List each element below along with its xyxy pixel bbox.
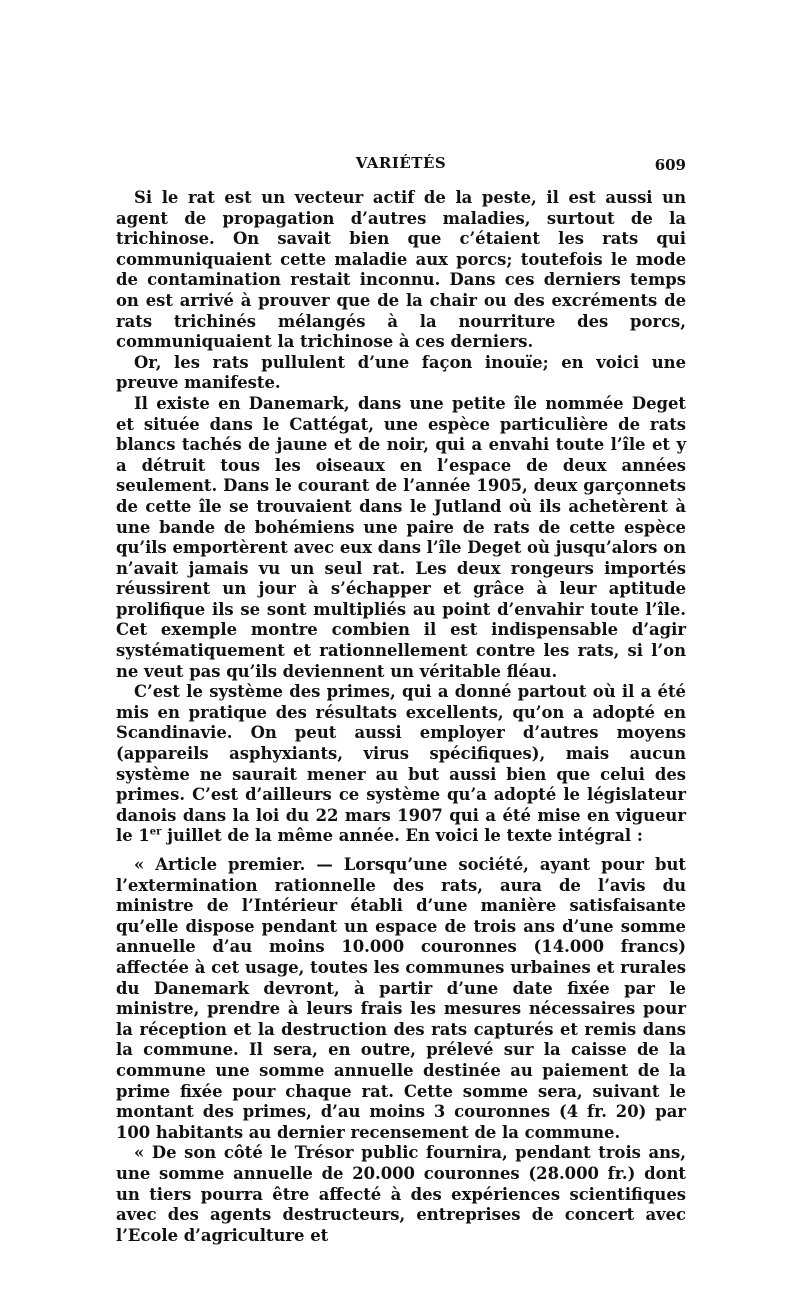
- page-number: 609: [654, 156, 686, 174]
- bounty-text-start: C’est le système des primes, qui a donné partout où il a été mis en pratique des résultats excellents, qu’on a adopté en Scandinavie. On peut aussi employer d’autres moyens (appareils asphyxiants, virus spécifiques), mais aucun système ne saurait mener au but aussi bien que celui des primes. C’est d’ailleurs ce système qu’a adopté le législateur danois dans la loi du 22 mars 1907 qui a été mise en vigueur le 1: [116, 682, 686, 846]
- ordinal-superscript: er: [149, 826, 162, 838]
- bounty-text-end: juillet de la même année. En voici le texte intégral :: [161, 826, 643, 846]
- paragraph-trichinosis: Si le rat est un vecteur actif de la peste, il est aussi un agent de propagation d’autres maladies, surtout de la trichinose. On savait bien que c’étaient les rats qui communiquaient cette maladie aux porcs; toutefois le mode de contamination restait inconnu. Dans ces derniers temps on est arrivé à prouver que de la chair ou des excréments de rats trichinés mélangés à la nourriture des porcs, communiquaient la trichinose à ces derniers.: [116, 188, 686, 352]
- paragraph-bounty-system: [116, 682, 686, 847]
- book-page: [116, 150, 686, 1246]
- body-text: [116, 188, 686, 1246]
- running-title: VARIÉTÉS: [355, 154, 447, 172]
- paragraph-deget-island: Il existe en Danemark, dans une petite île nommée Deget et située dans le Cattégat, une espèce particulière de rats blancs tachés de jaune et de noir, qui a envahi toute l’île et y a détruit tous les oiseaux en l’espace de deux années seulement. Dans le courant de l’année 1905, deux garçonnets de cette île se trouvaient dans le Jutland où ils achetèrent à une bande de bohémiens une paire de rats de cette espèce qu’ils emportèrent avec eux dans l’île Deget où jusqu’alors on n’avait jamais vu un seul rat. Les deux rongeurs importés réussirent un jour à s’échapper et grâce à leur aptitude prolifique ils se sont multipliés au point d’envahir toute l’île. Cet exemple montre combien il est indispensable d’agir systématiquement et rationnellement contre les rats, si l’on ne veut pas qu’ils deviennent un véritable fléau.: [116, 393, 686, 681]
- paragraph-tresor-public: « De son côté le Trésor public fournira, pendant trois ans, une somme annuelle de 20.000 couronnes (28.000 fr.) dont un tiers pourra être affecté à des expériences scientifiques avec des agents destructeurs, entreprises de concert avec l’Ecole d’agriculture et: [116, 1143, 686, 1245]
- running-header: [116, 150, 686, 176]
- paragraph-rats-pullulate: Or, les rats pullulent d’une façon inouïe; en voici une preuve manifeste.: [116, 352, 686, 393]
- paragraph-article-premier: « Article premier. — Lorsqu’une société, ayant pour but l’extermination rationnelle des rats, aura de l’avis du ministre de l’Intérieur établi d’une manière satisfaisante qu’elle dispose pendant un espace de trois ans d’une somme annuelle d’au moins 10.000 couronnes (14.000 francs) affectée à cet usage, toutes les communes urbaines et rurales du Danemark devront, à partir d’une date fixée par le ministre, prendre à leurs frais les mesures nécessaires pour la réception et la destruction des rats capturés et remis dans la commune. Il sera, en outre, prélevé sur la caisse de la commune une somme annuelle destinée au paiement de la prime fixée pour chaque rat. Cette somme sera, suivant le montant des primes, d’au moins 3 couronnes (4 fr. 20) par 100 habitants au dernier recensement de la commune.: [116, 855, 686, 1142]
